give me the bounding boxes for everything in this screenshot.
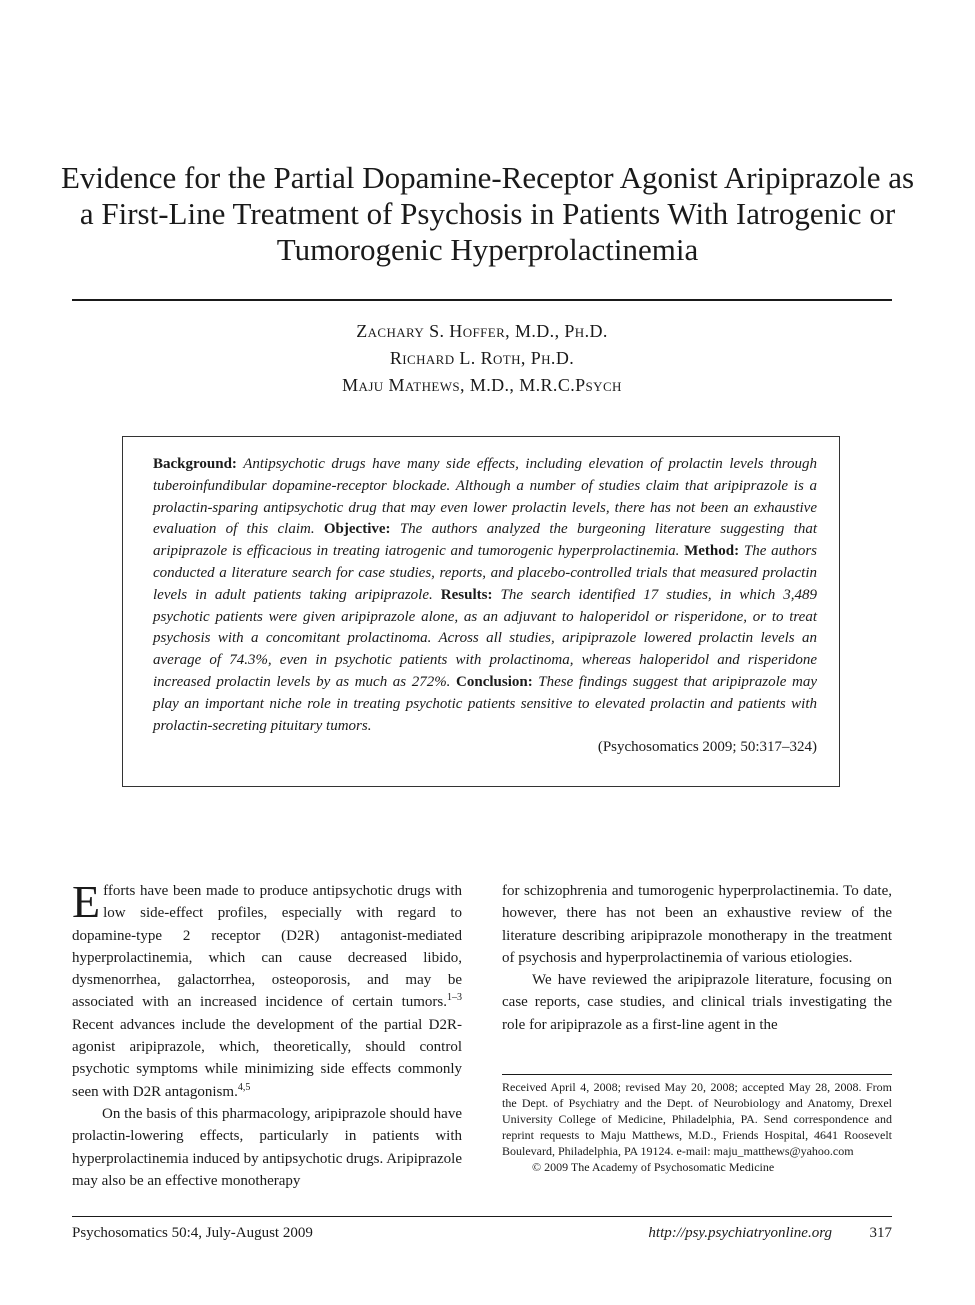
journal-url-link[interactable]: http://psy.psychiatryonline.org — [648, 1225, 832, 1241]
article-title: Evidence for the Partial Dopamine-Receptor Agonist Aripiprazole as a First-Line Treatment of Psychosis in Patients With Iatrogenic or Tumorogenic Hyperprolactinemia — [60, 160, 915, 267]
journal-issue: Psychosomatics 50:4, July-August 2009 — [72, 1225, 313, 1241]
conclusion-text: These findings suggest that aripiprazole may play an important niche role in treating psychotic patients sensitive to elevated prolactin and patients with prolactin-secreting pituitary tumors. — [153, 673, 817, 734]
body-column-left — [72, 876, 462, 1192]
author-3: Maju Mathews, M.D., M.R.C.Psych — [342, 375, 622, 395]
background-label: Background: — [153, 456, 237, 472]
background-text: Antipsychotic drugs have many side effects, including elevation of prolactin levels through tuberoinfundibular dopamine-receptor blockade. Although a number of studies claim that aripiprazole is a prolactin-sparing antipsychotic drug that may even lower prolactin levels, there has not been an exhaustive evaluation of this claim. — [153, 456, 818, 538]
abstract-citation: (Psychosomatics 2009; 50:317–324) — [597, 739, 817, 756]
page-number: 317 — [869, 1225, 892, 1241]
author-1: Zachary S. Hoffer, M.D., Ph.D. — [356, 321, 608, 341]
body-p1-text-b: Recent advances include the development of the partial D2R-agonist aripiprazole, which, theoretically, should control psychotic symptoms while minimizing side effects commonly seen with D2R antagonism. — [72, 1016, 462, 1100]
drop-cap: E — [72, 876, 101, 927]
body-column-right — [502, 880, 892, 1036]
body-paragraph-2: On the basis of this pharmacology, aripiprazole should have prolactin-lowering effects, particularly in patients with hyperprolactinemia induced by antipsychotic drugs. Aripiprazole may also be an effective monotherapy — [72, 1105, 462, 1189]
footnote-divider — [502, 1074, 892, 1075]
reference-superscript: 4,5 — [237, 1081, 251, 1093]
method-label: Method: — [684, 543, 740, 560]
body-paragraph-4: We have reviewed the aripiprazole literature, focusing on case reports, case studies, and clinical trials investigating the role for aripiprazole as a first-line agent in the — [502, 972, 892, 1033]
reference-superscript: 1–3 — [447, 992, 462, 1004]
body-paragraph-1 — [72, 876, 462, 1103]
title-divider — [72, 299, 892, 301]
author-2: Richard L. Roth, Ph.D. — [389, 348, 575, 368]
results-label: Results: — [440, 586, 493, 603]
footnote-text: Received April 4, 2008; revised May 20, 2008; accepted May 28, 2008. From the Dept. of Psychiatry and the Dept. of Neurobiology and Anatomy, Drexel University College of Medicine, Philadelphia, PA. Send correspondence and reprint requests to Maju Matthews, M.D., Friends Hospital, 4641 Roosevelt Boulevard, Philadelphia, PA 19124. e-mail: maju_matthews@yahoo.com — [502, 1080, 892, 1158]
body-p1-text-a: fforts have been made to produce antipsychotic drugs with low side-effect profiles, especially with regard to dopamine-type 2 receptor (D2R) antagonist-mediated hyperprolactinemia, which can cause decreased libido, dysmenorrhea, galactorrhea, osteoporosis, and may be associated with an increased incidence of certain tumors. — [72, 883, 462, 1011]
footer-divider — [72, 1216, 892, 1217]
abstract-text — [153, 454, 817, 737]
body-paragraph-3: for schizophrenia and tumorogenic hyperprolactinemia. To date, however, there has not been an exhaustive review of the literature describing aripiprazole monotherapy in the treatment of psychosis and hyperprolactinemia of various etiologies. — [502, 883, 892, 966]
author-list — [72, 318, 892, 399]
page-footer — [72, 1222, 892, 1244]
conclusion-label: Conclusion: — [456, 673, 533, 690]
objective-label: Objective: — [323, 521, 391, 538]
copyright-line: © 2009 The Academy of Psychosomatic Medicine — [532, 1159, 775, 1174]
footnote — [502, 1080, 892, 1175]
objective-text: The authors analyzed the burgeoning literature suggesting that aripiprazole is efficacious in treating iatrogenic and tumorogenic hyperprolactinemia. — [153, 521, 818, 560]
results-text: The search identified 17 studies, in which 3,489 psychotic patients were given aripiprazole alone, as an adjuvant to haloperidol or risperidone, or to treat psychosis with a concomitant prolactinoma. Across all studies, aripiprazole lowered prolactin levels an average of 74.3%, even in psychotic patients with prolactinoma, whereas haloperidol and risperidone increased prolactin levels by as much as 272%. — [153, 586, 818, 690]
method-text: The authors conducted a literature search for case studies, reports, and placebo-controlled trials that measured prolactin levels in adult patients taking aripiprazole. — [153, 543, 818, 603]
abstract-box — [122, 436, 840, 787]
